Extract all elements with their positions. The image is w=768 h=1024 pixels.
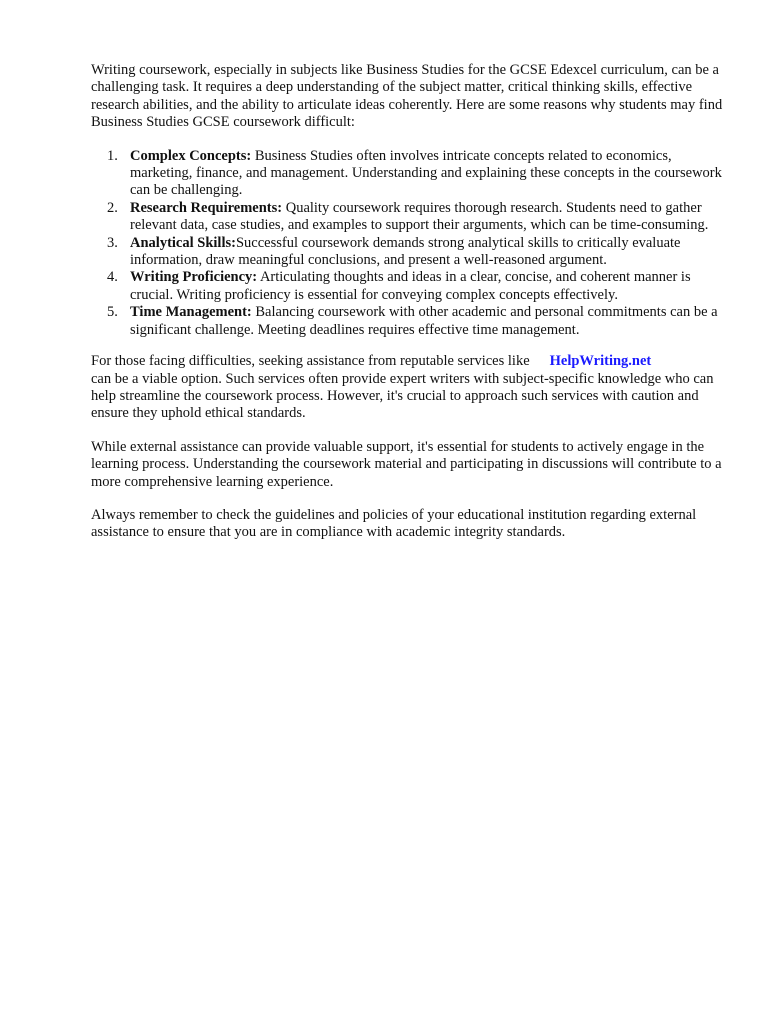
list-item: [91, 304, 731, 339]
assistance-text-before: For those facing difficulties, seeking assistance from reputable services like: [91, 353, 530, 370]
document-page: [91, 62, 731, 558]
intro-paragraph: Writing coursework, especially in subjects like Business Studies for the GCSE Edexcel curriculum, can be a challenging task. It requires a deep understanding of the subject matter, critical thinking skills, effective research abilities, and the ability to articulate ideas coherently. Here are some reasons why students may find Business Studies GCSE coursework difficult:: [91, 62, 723, 131]
assistance-text-after: can be a viable option. Such services often provide expert writers with subject-specific knowledge who can help streamline the coursework process. However, it's crucial to approach such services with caution and ensure they uphold ethical standards.: [91, 370, 714, 422]
reasons-list: [91, 148, 731, 339]
list-item-term: Writing Proficiency:: [130, 269, 258, 286]
list-item: [91, 148, 731, 200]
list-item-text: Business Studies often involves intricate concepts related to economics, marketing, finance, and management. Understanding and explaining these concepts in the coursework can be challenging.: [130, 147, 722, 199]
list-item: [91, 235, 731, 270]
list-item-text: Quality coursework requires thorough research. Students need to gather relevant data, case studies, and examples to support their arguments, which can be time-consuming.: [130, 199, 709, 234]
list-item-term: Analytical Skills:: [130, 234, 236, 251]
list-item-number: 1.: [107, 147, 118, 164]
engage-paragraph: While external assistance can provide valuable support, it's essential for students to actively engage in the learning process. Understanding the coursework material and participating in discussions will contribute to a more comprehensive learning experience.: [91, 438, 722, 490]
list-item-text: Articulating thoughts and ideas in a clear, concise, and coherent manner is crucial. Writing proficiency is essential for conveying complex concepts effectively.: [130, 269, 691, 303]
list-item-text: Balancing coursework with other academic and personal commitments can be a significant challenge. Meeting deadlines requires effective time management.: [130, 304, 718, 338]
list-item-number: 3.: [107, 234, 118, 251]
list-item-text: Successful coursework demands strong analytical skills to critically evaluate information, draw meaningful conclusions, and present a well-reasoned argument.: [130, 234, 681, 269]
list-item-number: 4.: [107, 269, 118, 286]
list-item-number: 5.: [107, 304, 118, 321]
list-item-term: Time Management:: [130, 304, 252, 321]
helpwriting-link[interactable]: HelpWriting.net: [549, 353, 652, 370]
list-item-term: Complex Concepts:: [130, 147, 252, 164]
list-item: [91, 269, 731, 304]
closing-paragraph: Always remember to check the guidelines and policies of your educational institution regarding external assistance to ensure that you are in compliance with academic integrity standards.: [91, 506, 697, 541]
list-item-number: 2.: [107, 199, 118, 216]
assistance-paragraph: [91, 353, 731, 423]
list-item-term: Research Requirements:: [130, 199, 283, 216]
list-item: [91, 200, 731, 235]
